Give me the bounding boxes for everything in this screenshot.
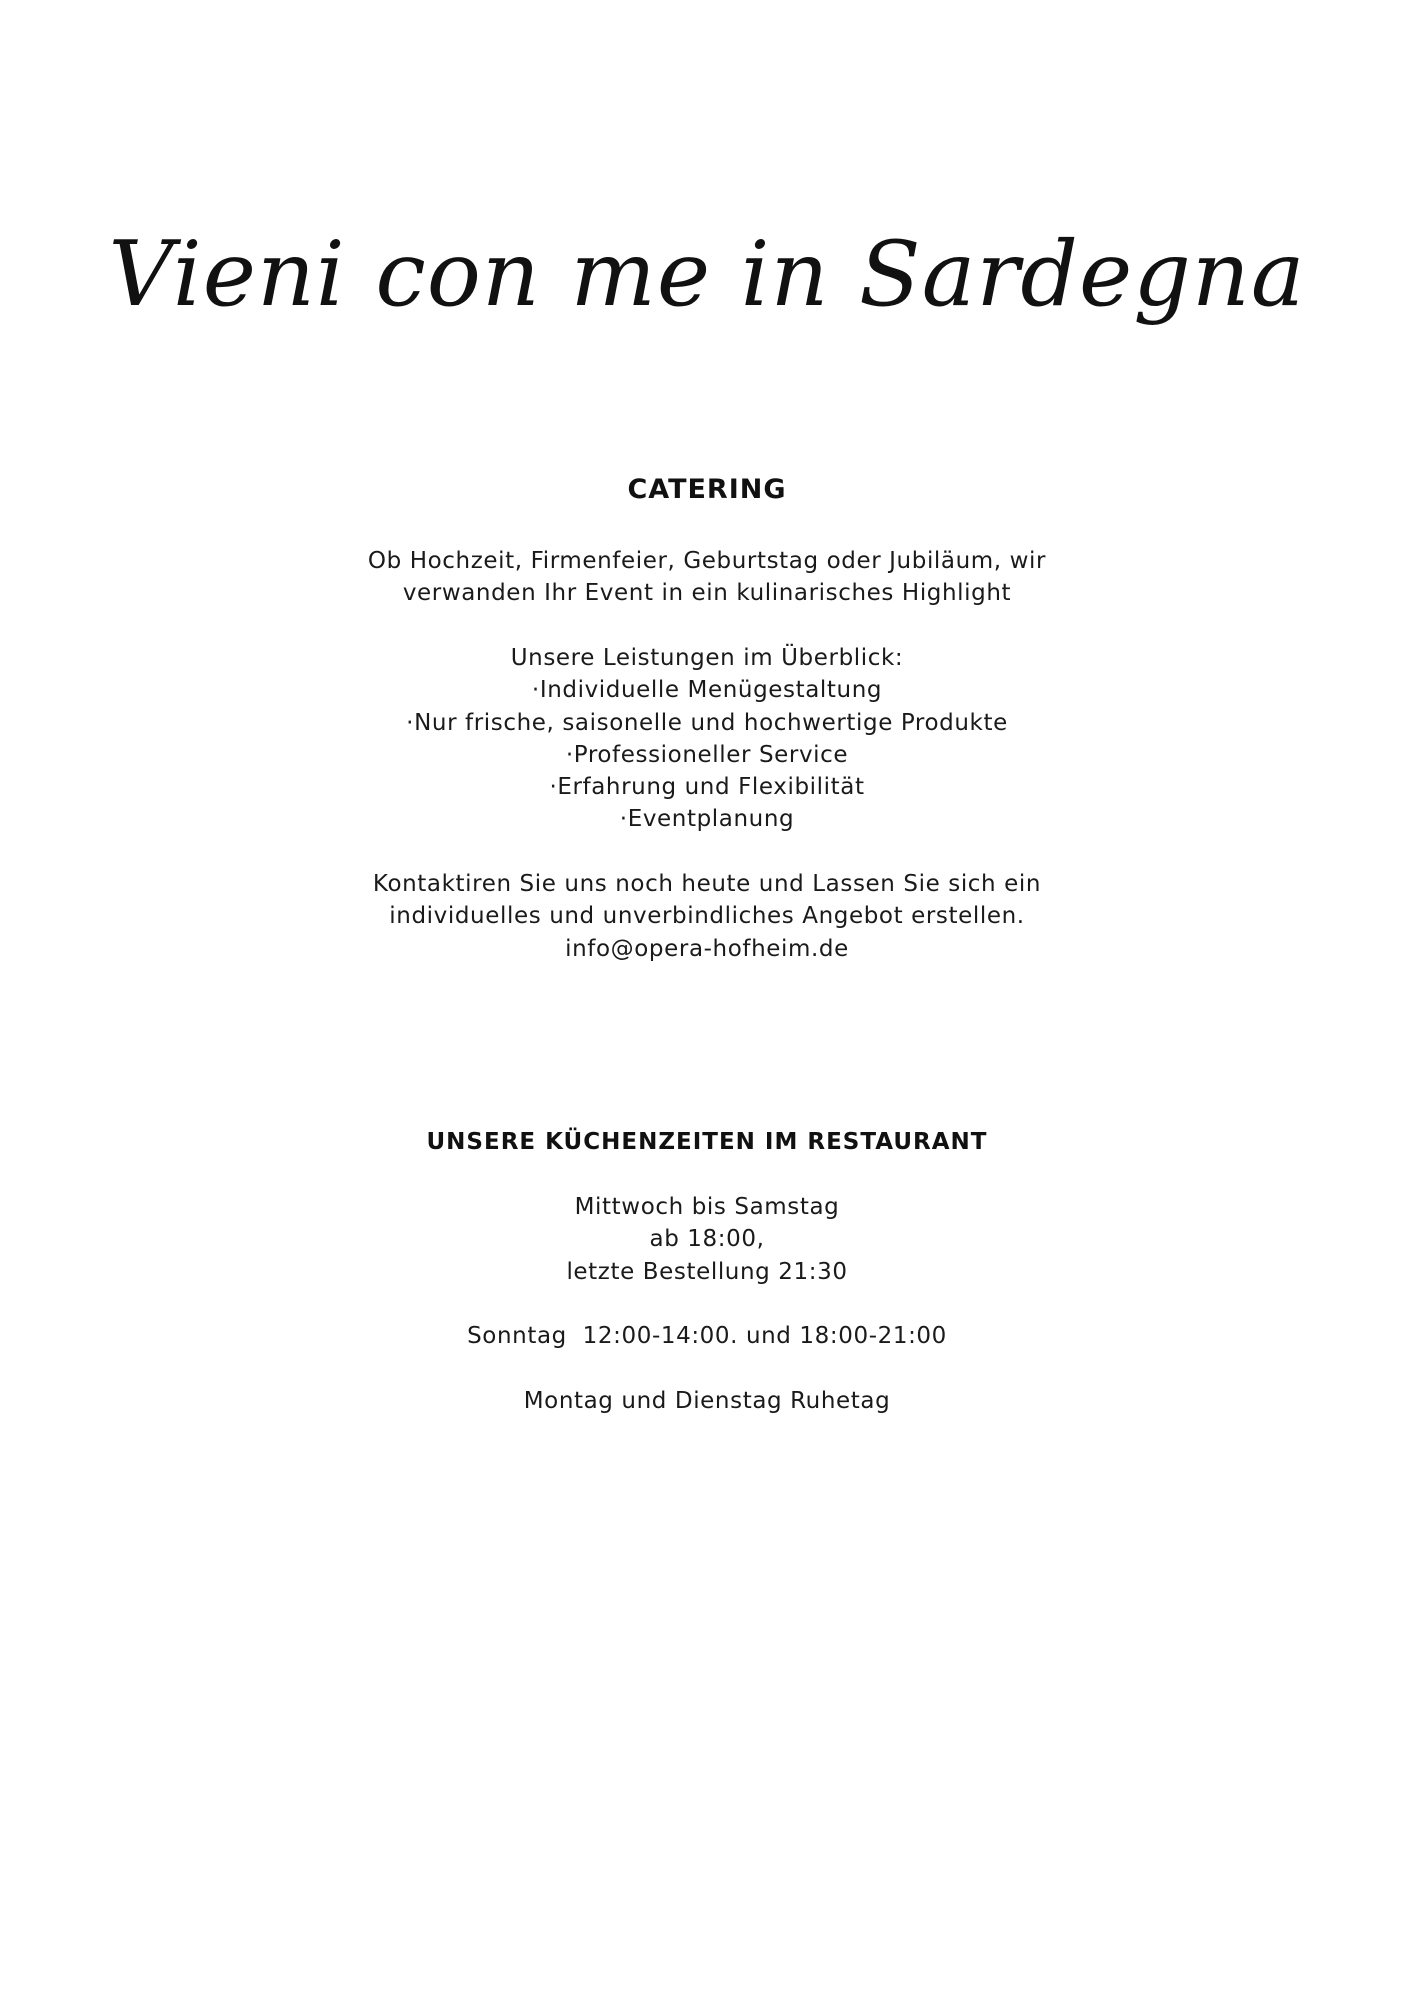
weekday-hours-line: ab 18:00, [649, 1226, 765, 1253]
contact-line: Kontaktiren Sie uns noch heute und Lassen Sie sich ein [372, 871, 1042, 897]
contact-line: individuelles und unverbindliches Angebot erstellen. [389, 903, 1025, 930]
catering-intro-line: Ob Hochzeit, Firmenfeier, Geburtstag oder Jubiläum, wir [367, 548, 1047, 574]
service-item: ·Professioneller Service [565, 741, 849, 768]
weekday-hours [0, 1191, 1414, 1288]
contact-block [0, 868, 1414, 965]
weekday-hours-line: Mittwoch bis Samstag [574, 1194, 840, 1220]
kitchen-hours-heading: UNSERE KÜCHENZEITEN IM RESTAURANT [426, 1129, 988, 1155]
service-item: ·Erfahrung und Flexibilität [549, 774, 865, 801]
weekday-hours-line: letzte Bestellung 21:30 [566, 1258, 848, 1285]
closed-days-line: Montag und Dienstag Ruhetag [523, 1388, 891, 1414]
service-item: ·Nur frische, saisonelle und hochwertige Produkte [406, 709, 1008, 736]
page-title: Vieni con me in Sardegna [108, 222, 1306, 327]
service-item: ·Eventplanung [619, 806, 795, 833]
catering-intro [0, 545, 1414, 610]
services-heading: Unsere Leistungen im Überblick: [510, 645, 904, 671]
sunday-hours-line: Sonntag 12:00-14:00. und 18:00-21:00 [467, 1323, 947, 1349]
contact-email[interactable] [0, 933, 1414, 965]
services-list [0, 642, 1414, 836]
closed-days [0, 1385, 1414, 1417]
catering-heading: CATERING [627, 474, 787, 505]
service-item: ·Individuelle Menügestaltung [531, 677, 883, 704]
sunday-hours [0, 1320, 1414, 1352]
email-link[interactable]: info@opera-hofheim.de [565, 935, 849, 962]
catering-intro-line: verwanden Ihr Event in ein kulinarisches Highlight [402, 580, 1012, 607]
